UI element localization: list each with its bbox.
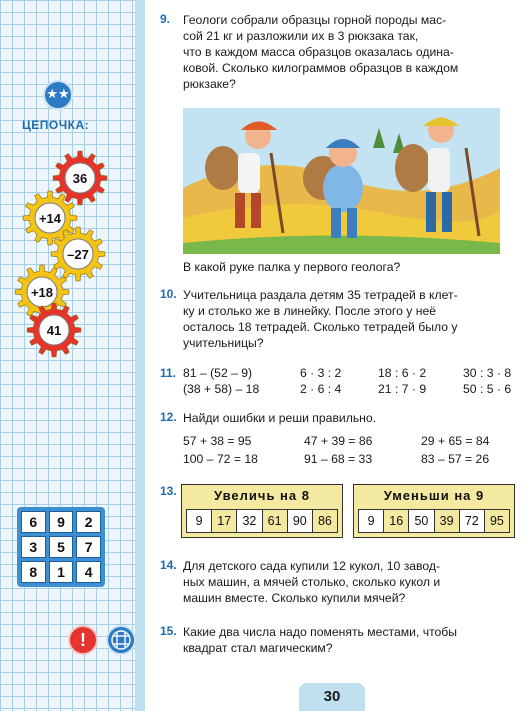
magic-cell: 2: [76, 511, 101, 533]
sidebar-border: [135, 0, 145, 711]
magic-cell: 9: [49, 511, 74, 533]
text-line: Какие два числа надо поменять местами, чтобы: [183, 625, 458, 639]
number-cell: 95: [485, 510, 509, 532]
expression: (38 + 58) – 18: [183, 382, 260, 396]
expression: 2 · 6 : 4: [300, 382, 342, 396]
task-15-text: [183, 624, 501, 656]
magic-square: [17, 507, 105, 587]
text-line: ковой. Сколько килограммов образцов в каждом: [183, 61, 459, 75]
magic-cell: 7: [76, 536, 101, 558]
expression: 18 : 6 · 2: [378, 366, 427, 380]
gear-value: –27: [67, 246, 89, 262]
exclamation-icon: !: [68, 625, 98, 655]
expression: 30 : 3 · 8: [463, 366, 512, 380]
number-cell: 61: [263, 510, 288, 532]
number-cell: 16: [384, 510, 409, 532]
text-line: Для детского сада купили 12 кукол, 10 завод-: [183, 559, 441, 573]
number-cell: 90: [288, 510, 313, 532]
text-line: Геологи собрали образцы горной породы мас-: [183, 13, 447, 27]
text-line: сой 21 кг и разложили их в 3 рюкзака так,: [183, 29, 419, 43]
equation: 47 + 39 = 86: [304, 434, 373, 448]
text-line: осталось 18 тетрадей. Сколько тетрадей было у: [183, 320, 458, 334]
grid-icon: [106, 625, 136, 655]
magic-cell: 1: [49, 561, 74, 583]
task-15-number: 15.: [160, 624, 177, 638]
magic-cell: 5: [49, 536, 74, 558]
text-line: рюкзаке?: [183, 77, 236, 91]
text-line: учительницы?: [183, 336, 264, 350]
expression: 6 · 3 : 2: [300, 366, 342, 380]
magic-cell: 4: [76, 561, 101, 583]
task-14-number: 14.: [160, 558, 177, 572]
number-cell: 39: [435, 510, 460, 532]
chain-label: ЦЕПОЧКА:: [22, 118, 90, 132]
text-line: квадрат стал магическим?: [183, 641, 333, 655]
equation: 91 – 68 = 33: [304, 452, 373, 466]
gear-value: +14: [38, 210, 62, 226]
increase-title: Увеличь на 8: [214, 488, 310, 503]
number-cell: 72: [460, 510, 485, 532]
text-line: машин вместе. Сколько купили мячей?: [183, 591, 406, 605]
increase-box: [181, 484, 343, 538]
decrease-box: [353, 484, 515, 538]
expression: 21 : 7 · 9: [378, 382, 427, 396]
equation: 57 + 38 = 95: [183, 434, 252, 448]
number-cell: 9: [359, 510, 384, 532]
task-12-number: 12.: [160, 410, 177, 424]
task-14-text: [183, 558, 501, 606]
text-line: ку и столько же в линейку. После этого у неё: [183, 304, 437, 318]
page-number: 30: [299, 683, 365, 711]
task-10-text: [183, 287, 501, 351]
expression: 81 – (52 – 9): [183, 366, 253, 380]
decrease-title: Уменьши на 9: [383, 488, 485, 503]
number-cell: 32: [237, 510, 262, 532]
expression: 50 : 5 · 6: [463, 382, 512, 396]
stars-icon: ★★: [43, 80, 73, 110]
magic-cell: 8: [21, 561, 46, 583]
magic-cell: 6: [21, 511, 46, 533]
number-cell: 50: [409, 510, 434, 532]
task-9-question: В какой руке палка у первого геолога?: [183, 260, 401, 274]
task-13-number: 13.: [160, 484, 177, 498]
task-10-number: 10.: [160, 287, 177, 301]
text-line: ных машин, а мячей столько, сколько кукол и: [183, 575, 441, 589]
task-11-number: 11.: [160, 366, 177, 380]
gear-icon: [26, 302, 82, 358]
number-cell: 17: [212, 510, 237, 532]
increase-row: [186, 509, 338, 533]
gear-value: +18: [30, 284, 54, 300]
gear-value: 41: [46, 322, 62, 338]
equation: 83 – 57 = 26: [421, 452, 490, 466]
task-12-title: Найди ошибки и реши правильно.: [183, 411, 377, 425]
geologists-illustration: [183, 108, 500, 254]
equation: 100 – 72 = 18: [183, 452, 258, 466]
equation: 29 + 65 = 84: [421, 434, 490, 448]
number-cell: 9: [187, 510, 212, 532]
decrease-row: [358, 509, 510, 533]
gear-value: 36: [72, 170, 88, 186]
magic-cell: 3: [21, 536, 46, 558]
text-line: Учительница раздала детям 35 тетрадей в клет-: [183, 288, 458, 302]
task-9-number: 9.: [160, 12, 171, 26]
text-line: что в каждом масса образцов оказалась одина-: [183, 45, 454, 59]
number-cell: 86: [313, 510, 337, 532]
task-9-text: [183, 12, 501, 92]
